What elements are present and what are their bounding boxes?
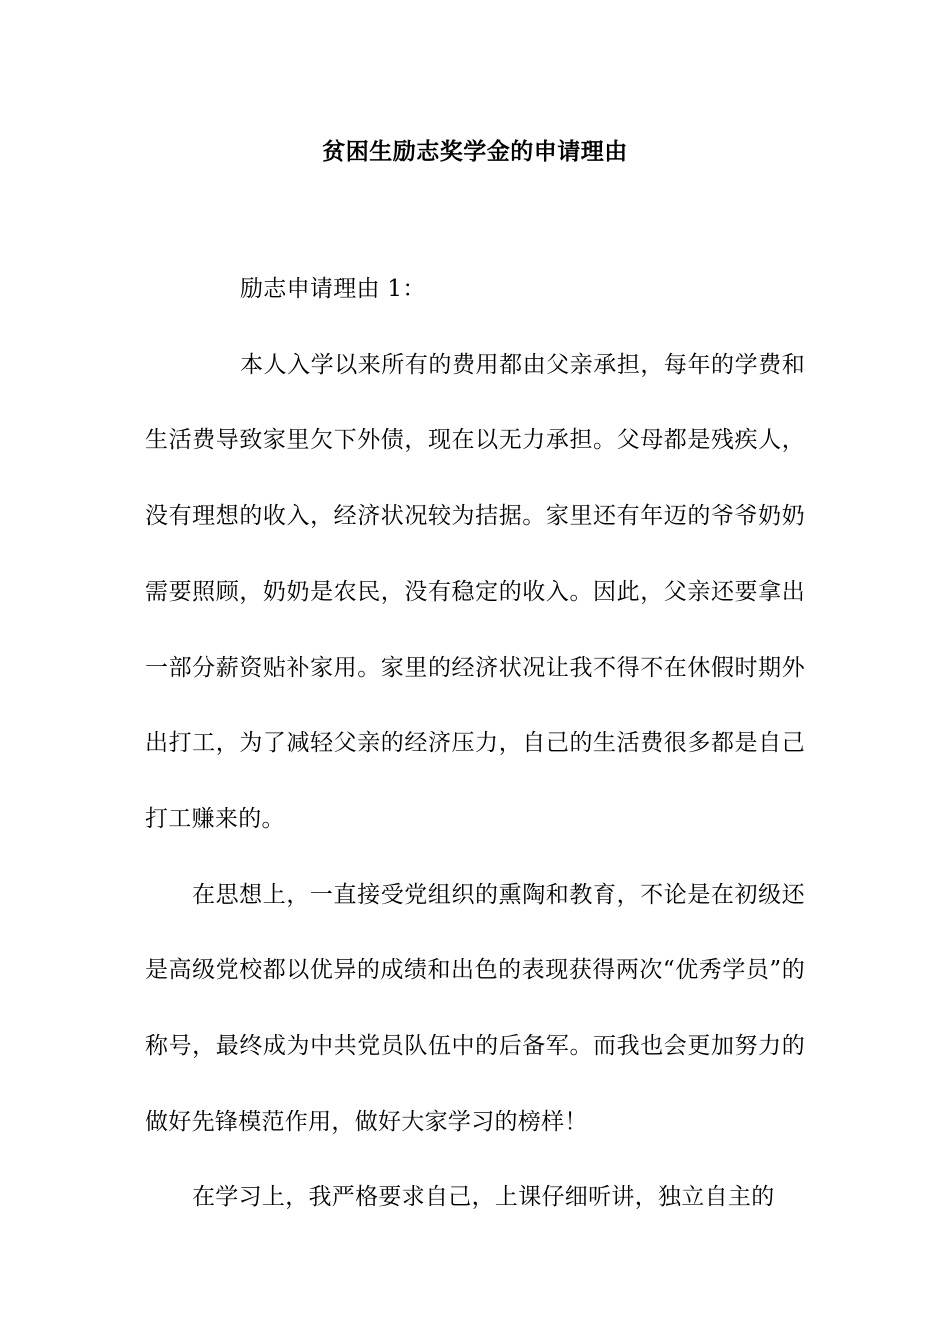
paragraph-3: 在学习上，我严格要求自己，上课仔细听讲，独立自主的 [192,1184,775,1211]
document-title: 贫困生励志奖学金的申请理由 [322,139,628,165]
document-body [145,252,805,1236]
paragraph-1: 本人入学以来所有的费用都由父亲承担，每年的学费和生活费导致家里欠下外债，现在以无力承担。父母都是残疾人，没有理想的收入，经济状况较为拮据。家里还有年迈的爷爷奶奶需要照顾，奶奶是农民，没有稳定的收入。因此，父亲还要拿出一部分薪资贴补家用。家里的经济状况让我不得不在休假时期外出打工，为了减轻父亲的经济压力，自己的生活费很多都是自己打工赚来的。 [145,351,805,832]
section-heading: 励志申请理由 1： [240,276,426,302]
paragraph-2: 在思想上，一直接受党组织的熏陶和教育，不论是在初级还是高级党校都以优异的成绩和出色的表现获得两次“优秀学员”的称号，最终成为中共党员队伍中的后备军。而我也会更加努力的做好先锋模范作用，做好大家学习的榜样！ [145,881,805,1135]
